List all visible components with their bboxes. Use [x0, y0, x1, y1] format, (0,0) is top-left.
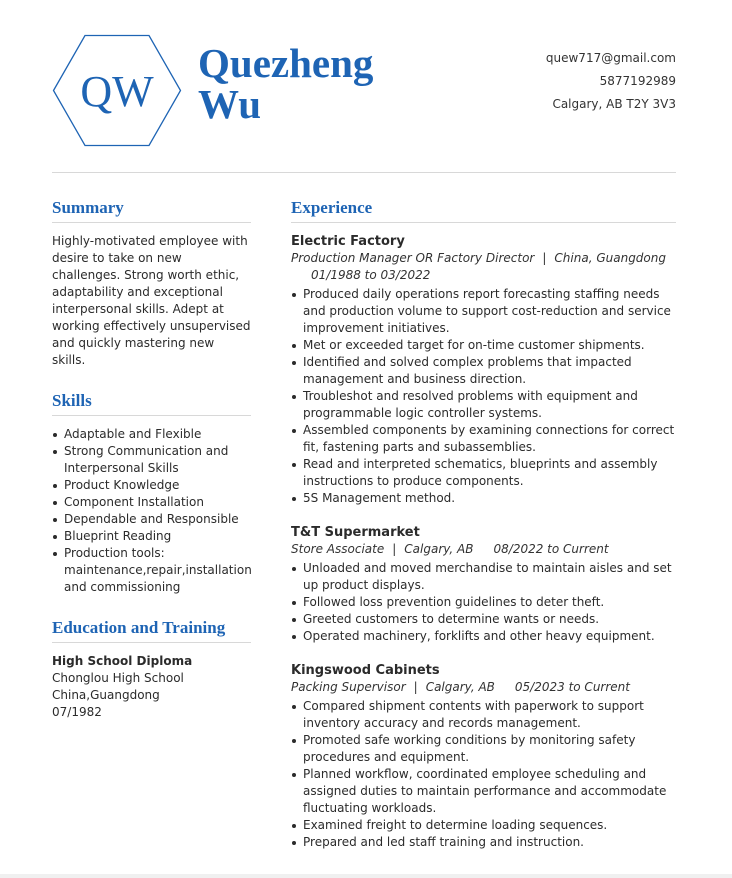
skills-title: Skills — [52, 391, 92, 410]
monogram-initials: QW — [80, 67, 154, 116]
job-separator: | — [542, 251, 547, 265]
job-entry — [291, 233, 676, 507]
contact-block — [546, 47, 676, 116]
section-divider — [52, 415, 251, 416]
job-bullet: Prepared and led staff training and instruction. — [303, 834, 676, 851]
right-column — [291, 196, 676, 851]
page-bottom-edge — [0, 874, 732, 878]
job-dates: 01/1988 to 03/2022 — [311, 268, 431, 282]
job-entry — [291, 662, 676, 851]
job-meta — [291, 250, 676, 267]
education-title: Education and Training — [52, 618, 226, 637]
job-bullet: Produced daily operations report forecasting staffing needs and production volume to support cost-reduction and service improvement initiatives. — [303, 286, 676, 337]
job-bullet: Followed loss prevention guidelines to deter theft. — [303, 594, 676, 611]
job-bullet: Read and interpreted schematics, blueprints and assembly instructions to produce components. — [303, 456, 676, 490]
job-bullet: Identified and solved complex problems that impacted management and business direction. — [303, 354, 676, 388]
skills-section — [52, 389, 251, 596]
job-company: Electric Factory — [291, 234, 405, 249]
header-divider — [52, 172, 676, 173]
education-date: 07/1982 — [52, 705, 102, 719]
section-divider — [52, 642, 251, 643]
education-school: Chonglou High School — [52, 671, 184, 685]
skill-item: Production tools: maintenance,repair,installation and commissioning — [64, 546, 252, 594]
job-bullet: Greeted customers to determine wants or needs. — [303, 611, 676, 628]
skills-list — [52, 426, 251, 596]
last-name: Wu — [198, 81, 262, 127]
monogram-hexagon — [52, 34, 182, 147]
job-role: Production Manager OR Factory Director — [291, 251, 535, 265]
job-bullets — [291, 698, 676, 851]
job-separator: | — [413, 680, 418, 694]
job-bullet: Met or exceeded target for on-time customer shipments. — [303, 337, 676, 354]
summary-section — [52, 196, 251, 369]
skill-item: Blueprint Reading — [64, 528, 251, 545]
skill-item: Dependable and Responsible — [64, 511, 251, 528]
job-bullet: Planned workflow, coordinated employee scheduling and assigned duties to maintain performance and accommodate fluctuating workloads. — [303, 766, 676, 817]
job-location: China, Guangdong — [554, 251, 666, 265]
left-column — [52, 196, 251, 721]
job-role: Packing Supervisor — [291, 680, 406, 694]
job-date-line — [311, 267, 676, 284]
job-bullet: Compared shipment contents with paperwork to support inventory accuracy and records management. — [303, 698, 676, 732]
job-entry — [291, 524, 676, 645]
skill-item: Adaptable and Flexible — [64, 426, 251, 443]
job-location: Calgary, AB — [404, 542, 474, 556]
skill-item: Strong Communication and Interpersonal Skills — [64, 443, 251, 477]
address: Calgary, AB T2Y 3V3 — [552, 97, 676, 111]
job-location: Calgary, AB — [425, 680, 495, 694]
section-divider — [291, 222, 676, 223]
job-bullet: Promoted safe working conditions by monitoring safety procedures and equipment. — [303, 732, 676, 766]
job-dates: 08/2022 to Current — [493, 542, 609, 556]
job-meta — [291, 679, 676, 696]
jobs-list — [291, 233, 676, 851]
section-divider — [52, 222, 251, 223]
job-bullets — [291, 560, 676, 645]
skill-item: Product Knowledge — [64, 477, 251, 494]
first-name: Quezheng — [198, 40, 374, 86]
education-section — [52, 616, 251, 721]
job-bullet: Examined freight to determine loading sequences. — [303, 817, 676, 834]
job-bullets — [291, 286, 676, 507]
candidate-name — [198, 40, 374, 127]
job-bullet: Assembled components by examining connections for correct fit, fastening parts and subassemblies. — [303, 423, 675, 454]
job-bullet: Unloaded and moved merchandise to maintain aisles and set up product displays. — [303, 560, 676, 594]
experience-title: Experience — [291, 198, 373, 217]
education-degree: High School Diploma — [52, 654, 193, 668]
job-company: T&T Supermarket — [291, 525, 420, 540]
job-role: Store Associate — [291, 542, 385, 556]
phone[interactable]: 5877192989 — [599, 74, 676, 88]
job-bullet: Troubleshot and resolved problems with equipment and programmable logic controller systems. — [303, 388, 676, 422]
job-bullet: 5S Management method. — [303, 490, 676, 507]
summary-title: Summary — [52, 198, 124, 217]
email[interactable]: quew717@gmail.com — [545, 51, 676, 65]
education-place: China,Guangdong — [52, 688, 160, 702]
job-separator: | — [392, 542, 397, 556]
summary-text: Highly-motivated employee with desire to take on new challenges. Strong worth ethic, adaptability and exceptional interpersonal skills. Adept at working effectively unsupervised and quickly mastering new skills. — [52, 234, 251, 367]
skill-item: Component Installation — [64, 494, 251, 511]
job-meta — [291, 541, 676, 558]
job-bullet: Operated machinery, forklifts and other heavy equipment. — [303, 628, 676, 645]
job-company: Kingswood Cabinets — [291, 663, 440, 678]
job-dates: 05/2023 to Current — [514, 680, 630, 694]
